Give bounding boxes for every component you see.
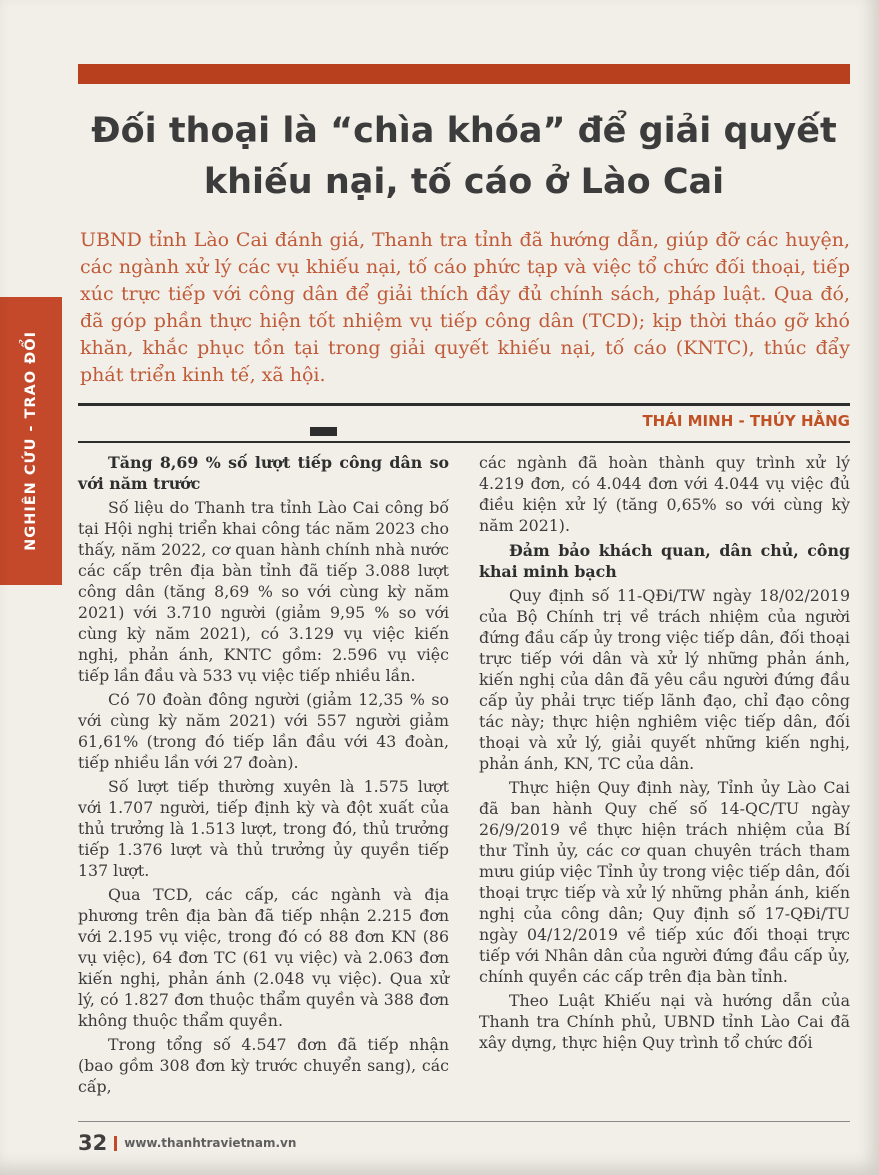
footer bbox=[78, 1131, 296, 1155]
paragraph: Số lượt tiếp thường xuyên là 1.575 lượt với 1.707 người, tiếp định kỳ và đột xuất của thủ trưởng là 1.513 lượt, trong đó, thủ trưởng tiếp 1.376 lượt và thủ trưởng ủy quyền tiếp 137 lượt. bbox=[78, 777, 449, 880]
top-accent-bar bbox=[78, 64, 850, 84]
paragraph: Có 70 đoàn đông người (giảm 12,35 % so với cùng kỳ năm 2021) với 557 người giảm 61,61% (trong đó tiếp lần đầu với 43 đoàn, tiếp nhiều lần với 27 đoàn). bbox=[78, 690, 449, 772]
paragraph: Thực hiện Quy định này, Tỉnh ủy Lào Cai đã ban hành Quy chế số 14-QC/TU ngày 26/9/2019 về thực hiện trách nhiệm của Bí thư Tỉnh ủy, các cơ quan chuyên trách tham mưu giúp việc Tỉnh ủy trong việc tiếp dân, đối thoại trực tiếp và xử lý những phản ánh, kiến nghị của công dân; Quy định số 17-QĐi/TU ngày 04/12/2019 về tiếp xúc đối thoại trực tiếp với Nhân dân của người đứng đầu cấp ủy, chính quyền các cấp trên địa bàn tỉnh. bbox=[479, 778, 850, 986]
column-2 bbox=[479, 452, 850, 1100]
divider-thin bbox=[78, 441, 850, 443]
paragraph: Trong tổng số 4.547 đơn đã tiếp nhận (bao gồm 308 đơn kỳ trước chuyển sang), các cấp, bbox=[78, 1035, 449, 1096]
section-tab-label: NGHIÊN CỨU - TRAO ĐỔI bbox=[23, 331, 39, 551]
footer-separator-bar bbox=[114, 1136, 117, 1151]
website-url: www.thanhtravietnam.vn bbox=[124, 1136, 297, 1150]
author-byline: THÁI MINH - THÚY HẰNG bbox=[642, 412, 850, 430]
article-title bbox=[78, 106, 850, 209]
section-tab bbox=[0, 297, 62, 585]
footer-divider bbox=[78, 1121, 850, 1122]
paragraph: Qua TCD, các cấp, các ngành và địa phương trên địa bàn đã tiếp nhận 2.215 đơn với 2.195 vụ việc, trong đó có 88 đơn KN (86 vụ việc), 64 đơn TC (61 vụ việc) và 2.063 đơn kiến nghị, phản ánh (2.048 vụ việc). Qua xử lý, có 1.827 đơn thuộc thẩm quyền và 388 đơn không thuộc thẩm quyền. bbox=[78, 885, 449, 1030]
divider-thick bbox=[78, 403, 850, 406]
section-heading: Đảm bảo khách quan, dân chủ, công khai minh bạch bbox=[479, 541, 850, 581]
paragraph: Theo Luật Khiếu nại và hướng dẫn của Thanh tra Chính phủ, UBND tỉnh Lào Cai đã xây dựng, thực hiện Quy trình tổ chức đối bbox=[479, 991, 850, 1052]
column-1 bbox=[78, 452, 449, 1100]
section-heading: Tăng 8,69 % số lượt tiếp công dân so với năm trước bbox=[78, 453, 449, 493]
article-lead: UBND tỉnh Lào Cai đánh giá, Thanh tra tỉnh đã hướng dẫn, giúp đỡ các huyện, các ngành xử lý các vụ khiếu nại, tố cáo phức tạp và việc tổ chức đối thoại, tiếp xúc trực tiếp với công dân để giải thích đầy đủ chính sách, pháp luật. Qua đó, đã góp phần thực hiện tốt nhiệm vụ tiếp công dân (TCD); kịp thời tháo gỡ khó khăn, khắc phục tồn tại trong giải quyết khiếu nại, tố cáo (KNTC), thúc đẩy phát triển kinh tế, xã hội. bbox=[80, 229, 850, 386]
article-title-line2: khiếu nại, tố cáo ở Lào Cai bbox=[203, 162, 725, 203]
paragraph: Số liệu do Thanh tra tỉnh Lào Cai công bố tại Hội nghị triển khai công tác năm 2023 cho thấy, năm 2022, cơ quan hành chính nhà nước các cấp trên địa bàn tỉnh đã tiếp 3.088 lượt công dân (tăng 8,69 % so với cùng kỳ năm 2021) với 3.710 người (giảm 9,95 % so với cùng kỳ năm 2021), có 3.129 vụ việc kiến nghị, phản ánh, KNTC gồm: 2.596 vụ việc tiếp lần đầu và 533 vụ việc tiếp nhiều lần. bbox=[78, 498, 449, 685]
page-number: 32 bbox=[78, 1131, 108, 1155]
paragraph-continued: các ngành đã hoàn thành quy trình xử lý 4.219 đơn, có 4.044 đơn với 4.044 vụ việc đủ điều kiện xử lý (tăng 0,65% so với cùng kỳ năm 2021). bbox=[479, 453, 850, 535]
paragraph: Quy định số 11-QĐi/TW ngày 18/02/2019 của Bộ Chính trị về trách nhiệm của người đứng đầu cấp ủy trong việc tiếp dân, đối thoại trực tiếp với dân và xử lý những phản ánh, kiến nghị của dân đã yêu cầu người đứng đầu cấp ủy phải trực tiếp lãnh đạo, chỉ đạo công tác này; thực hiện nghiêm việc tiếp dân, đối thoại và xử lý, giải quyết những kiến nghị, phản ánh, KN, TC của dân. bbox=[479, 586, 850, 773]
article-body bbox=[78, 452, 850, 1100]
article-title-line1: Đối thoại là “chìa khóa” để giải quyết bbox=[91, 111, 837, 151]
